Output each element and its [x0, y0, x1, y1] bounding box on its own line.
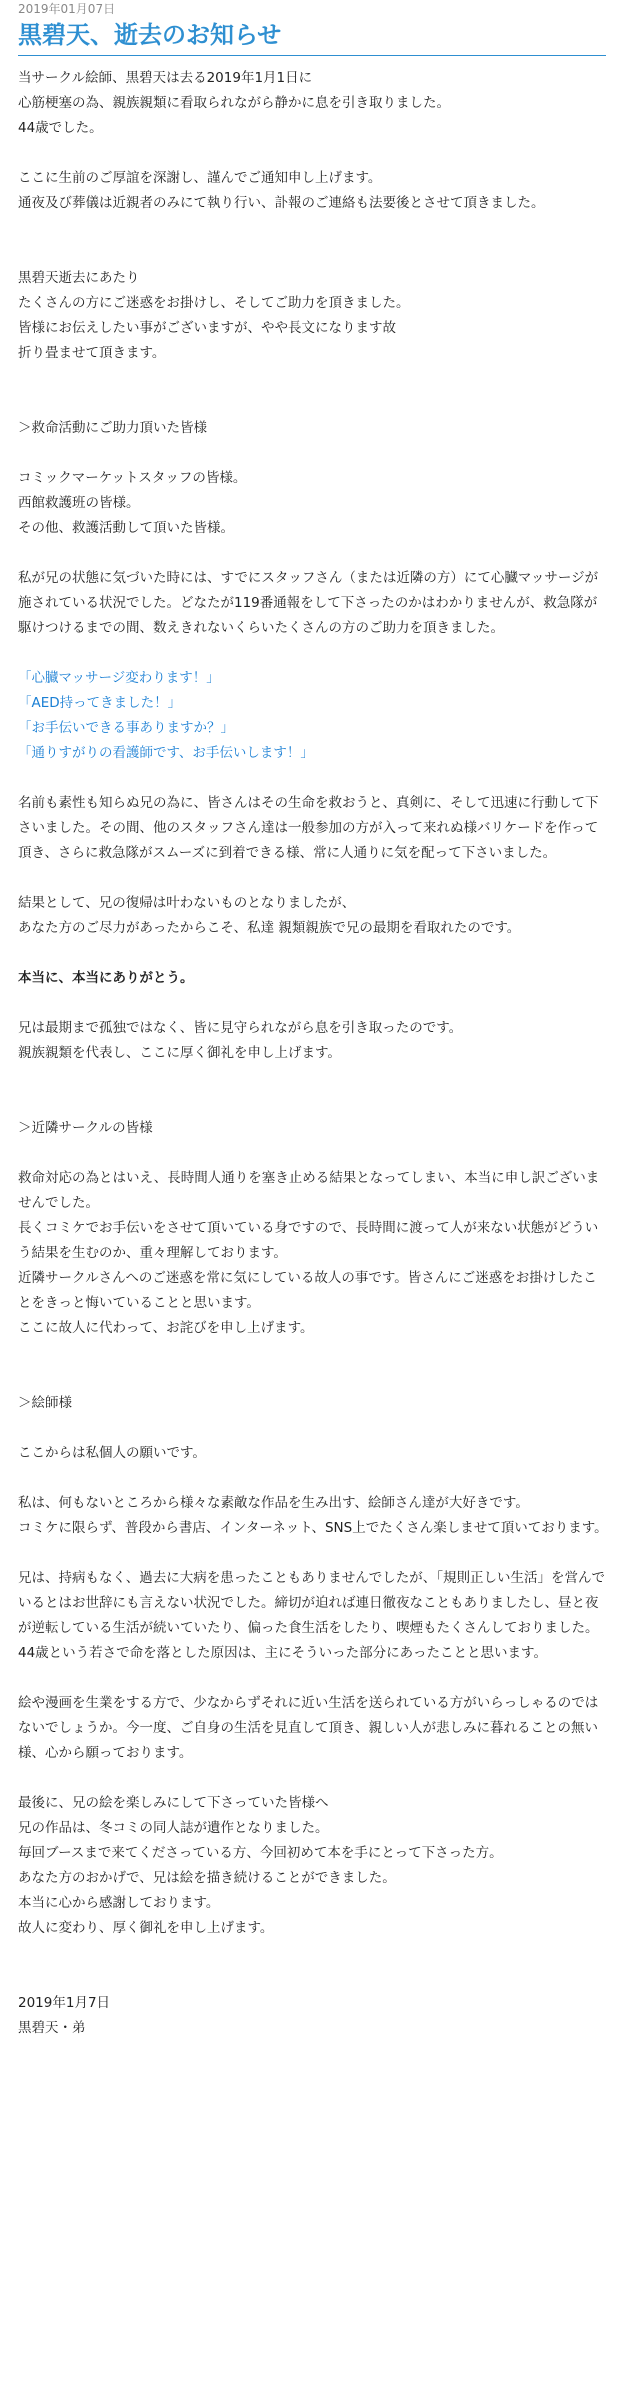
- section-spacer: [18, 391, 608, 416]
- title-divider: [18, 55, 606, 56]
- quote-paragraph: [18, 666, 608, 766]
- paragraph: [18, 791, 608, 866]
- paragraph: [18, 1016, 608, 1066]
- text-line: 兄は、持病もなく、過去に大病を患ったこともありませんでしたが、「規則正しい生活」を営んでいるとはお世辞にも言えない状況でした。締切が迫れば連日徹夜なこともありましたし、昼と夜が逆転している生活が続いていたり、偏った食生活をしたり、喫煙もたくさんしておりました。: [18, 1570, 605, 1636]
- post-date: 2019年01月07日: [18, 2, 116, 16]
- paragraph: [18, 1391, 608, 1416]
- text-line: コミケに限らず、普段から書店、インターネット、SNS上でたくさん楽しませて頂いております。: [18, 1520, 608, 1536]
- text-line: 「AED持ってきました！」: [18, 695, 182, 711]
- paragraph: [18, 1166, 608, 1341]
- paragraph: [18, 466, 608, 541]
- text-line: 私が兄の状態に気づいた時には、すでにスタッフさん（または近隣の方）にて心臓マッサージが施されている状況でした。どなたが119番通報をして下さったのかはわかりませんが、救急隊が駆けつけるまでの間、数えきれないくらいたくさんの方のご助力を頂きました。: [18, 570, 599, 636]
- text-line: 折り畳ませて頂きます。: [18, 345, 166, 361]
- post-title[interactable]: 黒碧天、逝去のお知らせ: [18, 21, 282, 49]
- text-line: ここに故人に代わって、お詫びを申し上げます。: [18, 1320, 314, 1336]
- paragraph: [18, 1116, 608, 1141]
- text-line: 結果として、兄の復帰は叶わないものとなりましたが、: [18, 895, 356, 911]
- text-line: 長くコミケでお手伝いをさせて頂いている身ですので、長時間に渡って人が来ない状態がどういう結果を生むのか、重々理解しております。: [18, 1220, 599, 1261]
- text-line: あなた方のおかげで、兄は絵を描き続けることができました。: [18, 1870, 396, 1886]
- text-line: 44歳でした。: [18, 120, 103, 136]
- section-spacer: [18, 1366, 608, 1391]
- text-line: 故人に変わり、厚く御礼を申し上げます。: [18, 1920, 274, 1936]
- paragraph: [18, 1566, 608, 1666]
- post-body: [18, 66, 608, 2041]
- text-line: 私は、何もないところから様々な素敵な作品を生み出す、絵師さん達が大好きです。: [18, 1495, 529, 1511]
- text-line: 2019年1月7日: [18, 1995, 111, 2011]
- text-line: 名前も素性も知らぬ兄の為に、皆さんはその生命を救おうと、真剣に、そして迅速に行動して下さいました。その間、他のスタッフさん達は一般参加の方が入って来れぬ様バリケードを作って頂き、さらに救急隊がスムーズに到着できる様、常に人通りに気を配って下さいました。: [18, 795, 599, 861]
- text-line: 「通りすがりの看護師です、お手伝いします！」: [18, 745, 314, 761]
- text-line: ＞絵師様: [18, 1395, 72, 1411]
- text-line: 「心臓マッサージ変わります！」: [18, 670, 220, 686]
- text-line: 毎回ブースまで来てくださっている方、今回初めて本を手にとって下さった方。: [18, 1845, 503, 1861]
- section-spacer: [18, 1091, 608, 1116]
- text-line: 通夜及び葬儀は近親者のみにて執り行い、訃報のご連絡も法要後とさせて頂きました。: [18, 195, 545, 211]
- text-line: 44歳という若さで命を落とした原因は、主にそういった部分にあったことと思います。: [18, 1645, 547, 1661]
- text-line: 本当に心から感謝しております。: [18, 1895, 220, 1911]
- section-spacer: [18, 1966, 608, 1991]
- text-line: 絵や漫画を生業をする方で、少なからずそれに近い生活を送られている方がいらっしゃるのではないでしょうか。今一度、ご自身の生活を見直して頂き、親しい人が悲しみに暮れることの無い様、心から願っております。: [18, 1695, 599, 1761]
- text-line: ＞近隣サークルの皆様: [18, 1120, 153, 1136]
- paragraph: [18, 416, 608, 441]
- paragraph: [18, 266, 608, 366]
- paragraph: [18, 66, 608, 141]
- text-line: ここからは私個人の願いです。: [18, 1445, 206, 1461]
- text-line: 黒碧天逝去にあたり: [18, 270, 140, 286]
- text-line: ここに生前のご厚誼を深謝し、謹んでご通知申し上げます。: [18, 170, 382, 186]
- text-line: 救命対応の為とはいえ、長時間人通りを塞き止める結果となってしまい、本当に申し訳ございませんでした。: [18, 1170, 600, 1211]
- paragraph: [18, 1691, 608, 1766]
- paragraph: [18, 166, 608, 216]
- text-line: その他、救護活動して頂いた皆様。: [18, 520, 234, 536]
- text-line: 近隣サークルさんへのご迷惑を常に気にしている故人の事です。皆さんにご迷惑をお掛けしたことをきっと悔いていることと思います。: [18, 1270, 597, 1311]
- text-line: 兄は最期まで孤独ではなく、皆に見守られながら息を引き取ったのです。: [18, 1020, 463, 1036]
- text-line: 当サークル絵師、黒碧天は去る2019年1月1日に: [18, 70, 313, 86]
- text-line: 兄の作品は、冬コミの同人誌が遺作となりました。: [18, 1820, 329, 1836]
- paragraph: [18, 891, 608, 941]
- text-line: たくさんの方にご迷惑をお掛けし、そしてご助力を頂きました。: [18, 295, 410, 311]
- text-line: ＞救命活動にご助力頂いた皆様: [18, 420, 207, 436]
- text-line: 親族親類を代表し、ここに厚く御礼を申し上げます。: [18, 1045, 341, 1061]
- paragraph: [18, 1991, 608, 2041]
- text-line: コミックマーケットスタッフの皆様。: [18, 470, 247, 486]
- text-line: 黒碧天・弟: [18, 2020, 86, 2036]
- text-line: あなた方のご尽力があったからこそ、私達 親類親族で兄の最期を看取れたのです。: [18, 920, 521, 936]
- text-line: 西館救護班の皆様。: [18, 495, 140, 511]
- text-line: 本当に、本当にありがとう。: [18, 970, 194, 986]
- text-line: 皆様にお伝えしたい事がございますが、やや長文になります故: [18, 320, 396, 336]
- text-line: 「お手伝いできる事ありますか？」: [18, 720, 234, 736]
- paragraph: [18, 1441, 608, 1466]
- text-line: 心筋梗塞の為、親族親類に看取られながら静かに息を引き取りました。: [18, 95, 450, 111]
- text-line: 最後に、兄の絵を楽しみにして下さっていた皆様へ: [18, 1795, 329, 1811]
- paragraph: [18, 1791, 608, 1941]
- paragraph: [18, 566, 608, 641]
- paragraph: [18, 1491, 608, 1541]
- emphasis-paragraph: [18, 966, 608, 991]
- section-spacer: [18, 241, 608, 266]
